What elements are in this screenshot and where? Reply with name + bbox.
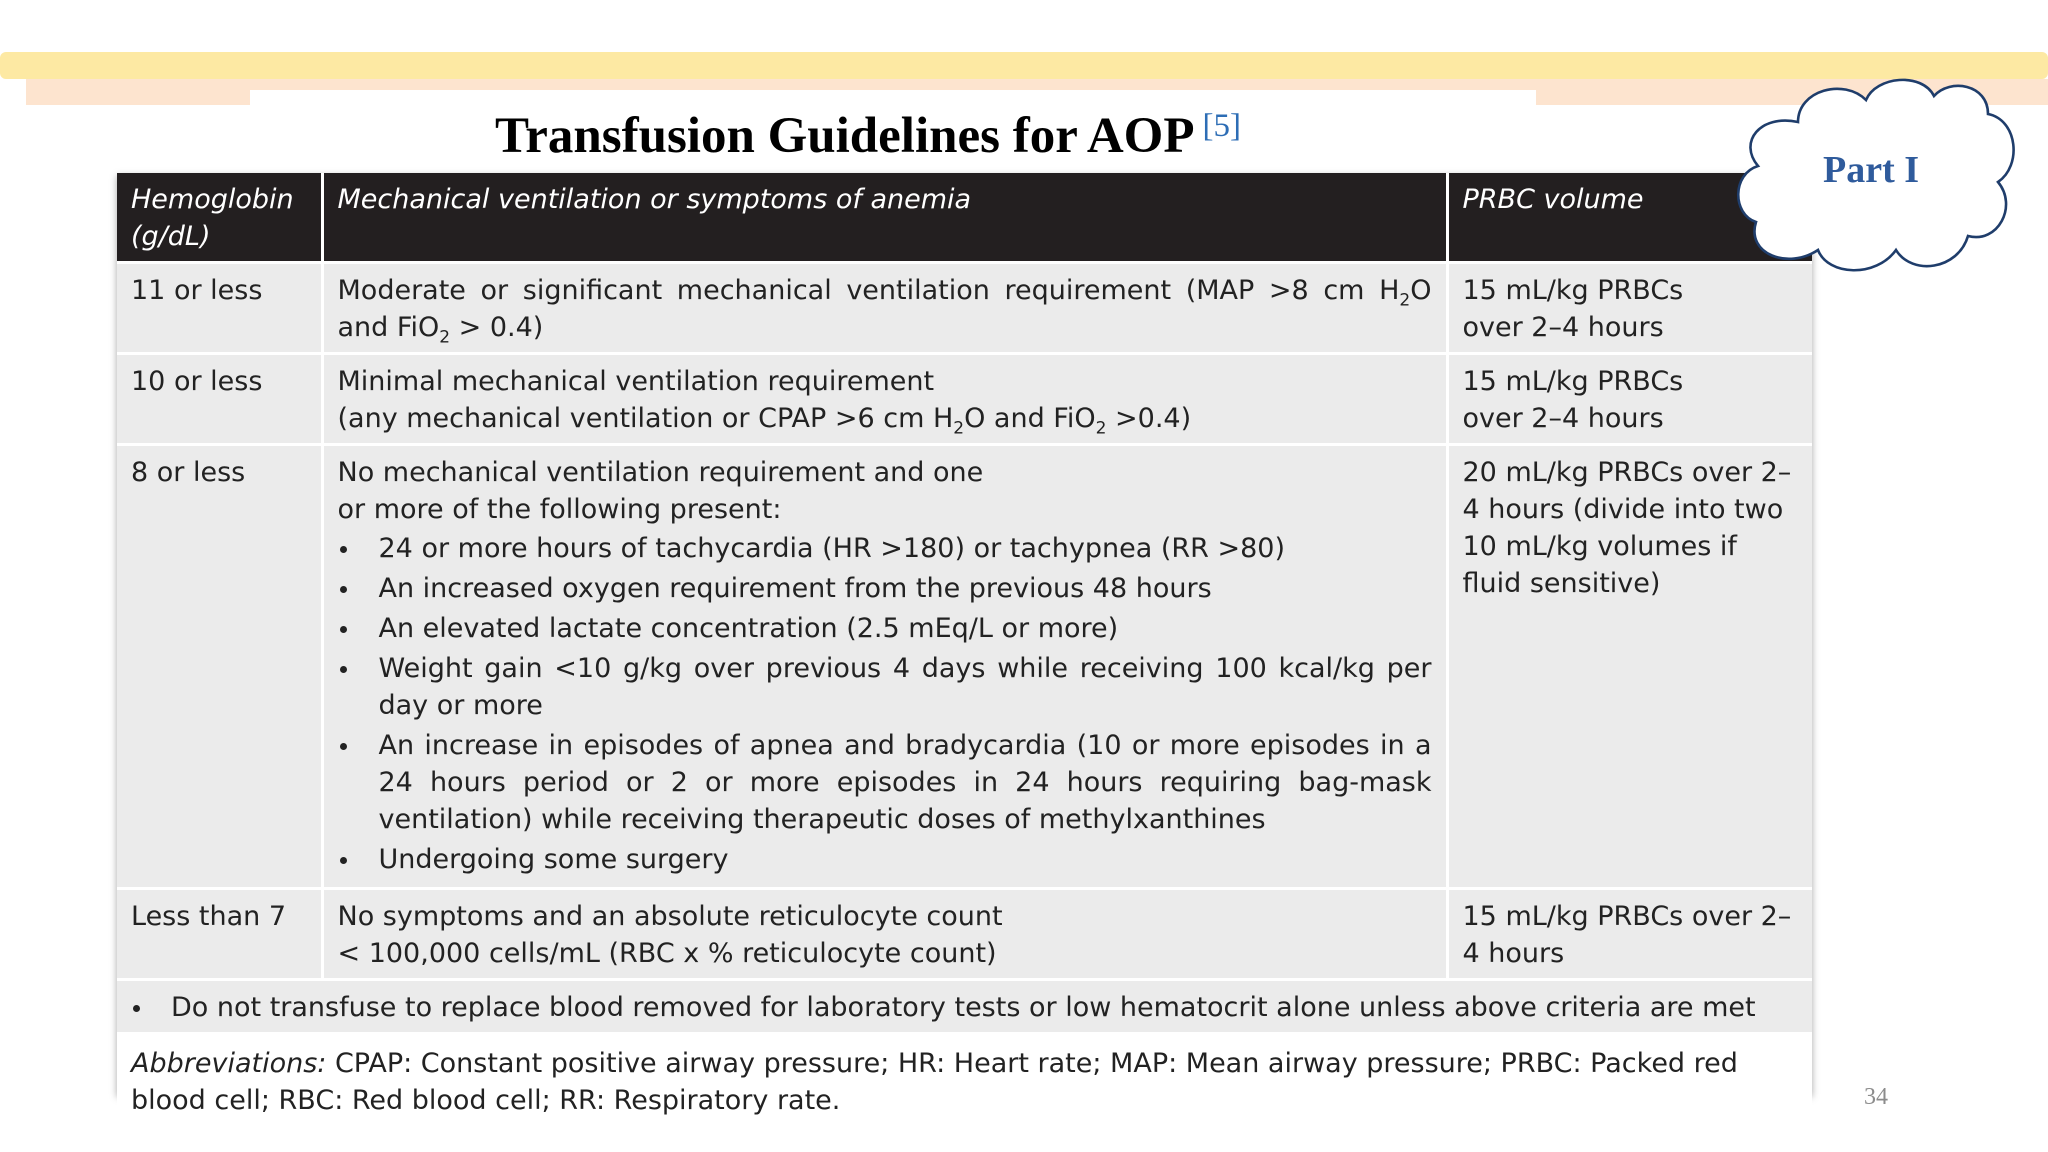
subscript: 2 [953, 418, 965, 439]
criteria-intro: No mechanical ventilation requirement and one or more of the following present: [337, 457, 984, 525]
volume-cell: 15 mL/kg PRBCs over 2–4 hours [1447, 263, 1812, 354]
subscript: 2 [1095, 418, 1107, 439]
criteria-cell [322, 445, 1447, 889]
list-item: An increase in episodes of apnea and bradycardia (10 or more episodes in a 24 hours period or 2 or more episodes in 24 hours requiring bag-mask ventilation) while receiving therapeutic doses of methylxanthines [338, 727, 1432, 838]
table-row [117, 354, 1812, 445]
hemoglobin-cell: 8 or less [117, 445, 322, 889]
list-item: Weight gain <10 g/kg over previous 4 days while receiving 100 kcal/kg per day or more [338, 650, 1432, 724]
criteria-text-line [338, 400, 1432, 437]
hemoglobin-cell: 10 or less [117, 354, 322, 445]
header-volume: PRBC volume [1447, 173, 1812, 263]
subscript: 2 [439, 327, 451, 348]
slide-title-wrap [250, 96, 1486, 166]
note-text: Do not transfuse to replace blood removed for laboratory tests or low hematocrit alone unless above criteria are met [171, 992, 1756, 1023]
list-item: An increased oxygen requirement from the previous 48 hours [338, 570, 1432, 607]
criteria-text: >0.4) [1106, 403, 1192, 434]
list-item: Undergoing some surgery [338, 841, 1432, 878]
volume-cell: 15 mL/kg PRBCs over 2–4 hours [1447, 889, 1812, 980]
header-hemoglobin: Hemoglobin (g/dL) [117, 173, 322, 263]
criteria-cell [322, 263, 1447, 354]
guidelines-table [117, 173, 1812, 1125]
abbreviations-label: Abbreviations: [131, 1048, 327, 1079]
hemoglobin-cell: Less than 7 [117, 889, 322, 980]
criteria-text: O and FiO [337, 275, 1432, 343]
criteria-list [338, 530, 1432, 878]
criteria-text: Moderate or significant mechanical ventilation requirement (MAP >8 cm H [337, 275, 1400, 306]
slide-title: Transfusion Guidelines for AOP [495, 108, 1195, 164]
header-criteria: Mechanical ventilation or symptoms of anemia [322, 173, 1447, 263]
note-row [117, 980, 1812, 1034]
criteria-text: Minimal mechanical ventilation requirement [337, 366, 935, 397]
criteria-text: No symptoms and an absolute reticulocyte count [337, 901, 1003, 932]
bullet-icon [133, 1005, 140, 1012]
table-row [117, 445, 1812, 889]
abbreviations-text: CPAP: Constant positive airway pressure; HR: Heart rate; MAP: Mean airway pressure; PRBC: Packed red blood cell; RBC: Red blood cell; RR: Respiratory rate. [131, 1048, 1738, 1116]
table-header-row [117, 173, 1812, 263]
subscript: 2 [1399, 290, 1411, 311]
note-cell [117, 980, 1812, 1034]
list-item: 24 or more hours of tachycardia (HR >180) or tachypnea (RR >80) [338, 530, 1432, 567]
criteria-text: O and FiO [964, 403, 1096, 434]
criteria-text: > 0.4) [450, 312, 544, 343]
list-item: An elevated lactate concentration (2.5 mEq/L or more) [338, 610, 1432, 647]
guidelines-table-card [117, 173, 1812, 1116]
abbreviations-cell [117, 1034, 1812, 1126]
abbreviations-row [117, 1034, 1812, 1126]
criteria-text: < 100,000 cells/mL (RBC x % reticulocyte count) [337, 938, 997, 969]
volume-cell: 15 mL/kg PRBCs over 2–4 hours [1447, 354, 1812, 445]
table-row [117, 889, 1812, 980]
criteria-cell [322, 889, 1447, 980]
note-wrap [131, 989, 1798, 1026]
criteria-text: (any mechanical ventilation or CPAP >6 cm H [337, 403, 954, 434]
criteria-cell [322, 354, 1447, 445]
volume-cell: 20 mL/kg PRBCs over 2–4 hours (divide into two 10 mL/kg volumes if fluid sensitive) [1447, 445, 1812, 889]
reference-link[interactable]: [5] [1202, 108, 1241, 144]
part-label: Part I [1822, 149, 1920, 191]
hemoglobin-cell: 11 or less [117, 263, 322, 354]
page-number: 34 [1864, 1084, 1888, 1110]
table-row [117, 263, 1812, 354]
